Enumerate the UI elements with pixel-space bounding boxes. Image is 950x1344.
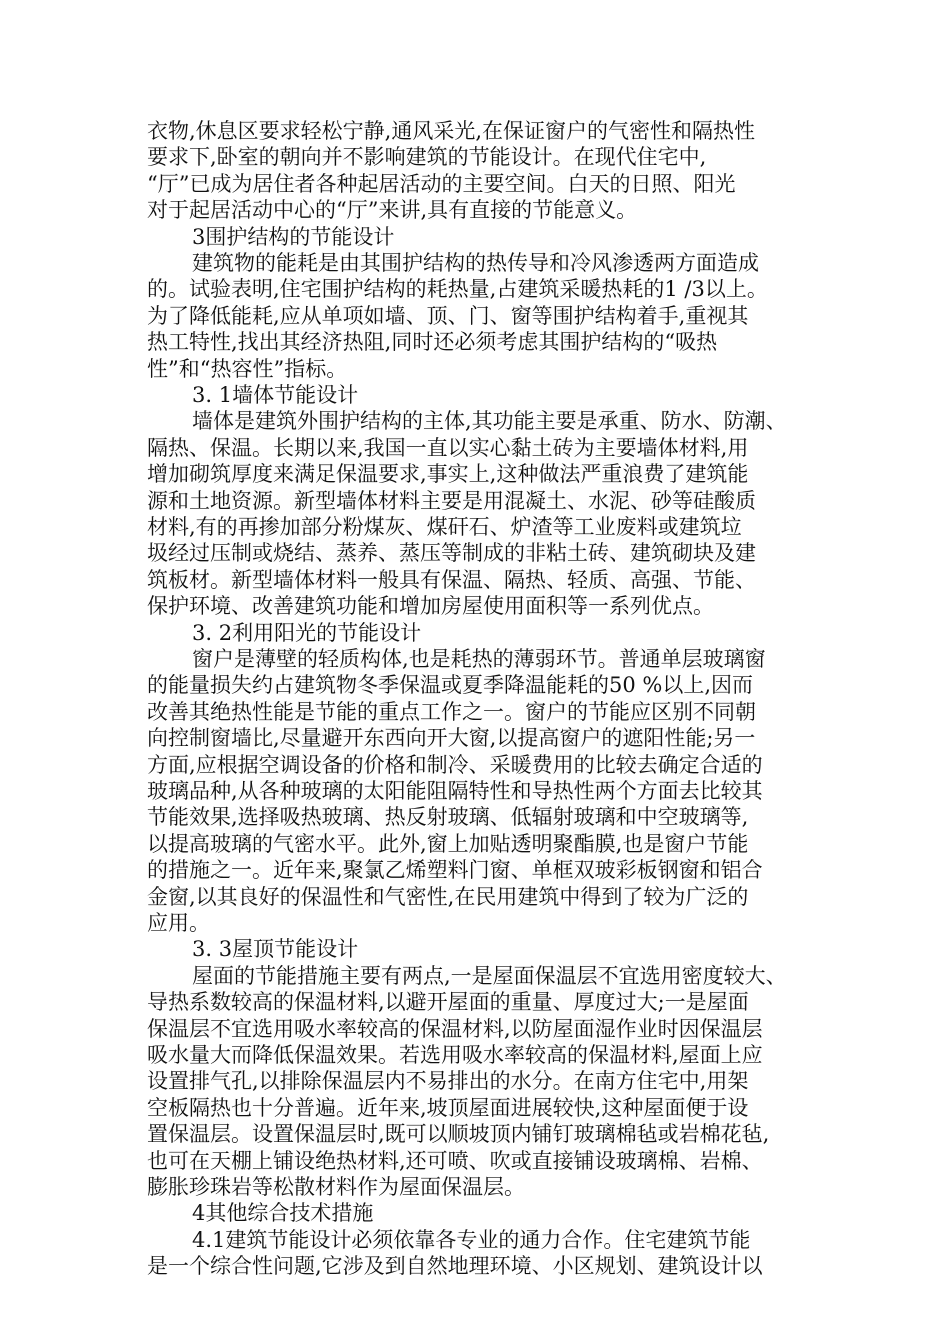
text-line: 空板隔热也十分普遍。近年来,坡顶屋面进展较快,这种屋面便于设 [147,1095,749,1120]
text-line: 要求下,卧室的朝向并不影响建筑的节能设计。在现代住宅中, [147,145,707,170]
section-heading: 3. 3屋顶节能设计 [192,937,359,962]
text-line: 方面,应根据空调设备的价格和制冷、采暖费用的比较去确定合适的 [147,752,763,777]
text-line: “厅”已成为居住者各种起居活动的主要空间。白天的日照、阳光 [147,171,736,196]
text-line: 圾经过压制或烧结、蒸养、蒸压等制成的非粘土砖、建筑砌块及建 [147,541,756,566]
text-line: 应用。 [147,911,210,935]
text-line: 筑板材。新型墙体材料一般具有保温、隔热、轻质、高强、节能、 [147,567,756,592]
section-heading: 3围护结构的节能设计 [192,224,395,249]
text-line: 4.1建筑节能设计必须依靠各专业的通力合作。住宅建筑节能 [192,1227,751,1252]
section-heading: 4其他综合技术措施 [192,1201,374,1226]
text-line: 材料,有的再掺加部分粉煤灰、煤矸石、炉渣等工业废料或建筑垃 [147,515,742,539]
text-line: 吸水量大而降低保温效果。若选用吸水率较高的保温材料,屋面上应 [147,1043,763,1067]
text-line: 是一个综合性问题,它涉及到自然地理环境、小区规划、建筑设计以 [147,1254,763,1279]
text-line: 的。试验表明,住宅围护结构的耗热量,占建筑采暖热耗的1 /3以上。 [147,277,768,302]
text-line: 金窗,以其良好的保温性和气密性,在民用建筑中得到了较为广泛的 [147,884,749,909]
text-line: 保护环境、改善建筑功能和增加房屋使用面积等一系列优点。 [147,594,714,619]
text-line: 导热系数较高的保温材料,以避开屋面的重量、厚度过大;一是屋面 [147,990,749,1015]
text-line: 改善其绝热性能是节能的重点工作之一。窗户的节能应区别不同朝 [147,699,756,724]
text-line: 性”和“热容性”指标。 [147,356,348,381]
text-line: 膨胀珍珠岩等松散材料作为屋面保温层。 [147,1175,525,1199]
text-line: 节能效果,选择吸热玻璃、热反射玻璃、低辐射玻璃和中空玻璃等, [147,805,749,830]
text-line: 设置排气孔,以排除保温层内不易排出的水分。在南方住宅中,用架 [147,1069,749,1094]
text-line: 建筑物的能耗是由其围护结构的热传导和冷风渗透两方面造成 [192,251,759,275]
text-line: 窗户是薄壁的轻质构体,也是耗热的薄弱环节。普通单层玻璃窗 [192,647,766,671]
text-line: 源和土地资源。新型墙体材料主要是用混凝土、水泥、砂等硅酸质 [147,488,756,513]
text-line: 为了降低能耗,应从单项如墙、顶、门、窗等围护结构着手,重视其 [147,303,749,328]
text-line: 衣物,休息区要求轻松宁静,通风采光,在保证窗户的气密性和隔热性 [147,119,756,143]
text-line: 也可在天棚上铺设绝热材料,还可喷、吹或直接铺设玻璃棉、岩棉、 [147,1148,763,1173]
text-line: 的能量损失约占建筑物冬季保温或夏季降温能耗的50 %以上,因而 [147,673,754,698]
section-heading: 3. 2利用阳光的节能设计 [192,620,422,645]
text-line: 的措施之一。近年来,聚氯乙烯塑料门窗、单框双玻彩板钢窗和铝合 [147,858,763,883]
text-line: 玻璃品种,从各种玻璃的太阳能阻隔特性和导热性两个方面去比较其 [147,779,763,803]
text-line: 隔热、保温。长期以来,我国一直以实心黏土砖为主要墙体材料,用 [147,435,749,460]
section-heading: 3. 1墙体节能设计 [192,383,359,407]
text-line: 对于起居活动中心的“厅”来讲,具有直接的节能意义。 [147,198,638,223]
text-line: 增加砌筑厚度来满足保温要求,事实上,这种做法严重浪费了建筑能 [147,462,749,487]
text-line: 置保温层。设置保温层时,既可以顺坡顶内铺钉玻璃棉毡或岩棉花毡, [147,1122,770,1147]
text-line: 屋面的节能措施主要有两点,一是屋面保温层不宜选用密度较大、 [192,963,787,988]
text-line: 向控制窗墙比,尽量避开东西向开大窗,以提高窗户的遮阳性能;另一 [147,726,756,751]
text-line: 以提高玻璃的气密水平。此外,窗上加贴透明聚酯膜,也是窗户节能 [147,831,749,856]
text-line: 墙体是建筑外围护结构的主体,其功能主要是承重、防水、防潮、 [192,409,787,434]
text-line: 热工特性,找出其经济热阻,同时还必须考虑其围护结构的“吸热 [147,330,718,355]
text-line: 保温层不宜选用吸水率较高的保温材料,以防屋面湿作业时因保温层 [147,1016,763,1041]
